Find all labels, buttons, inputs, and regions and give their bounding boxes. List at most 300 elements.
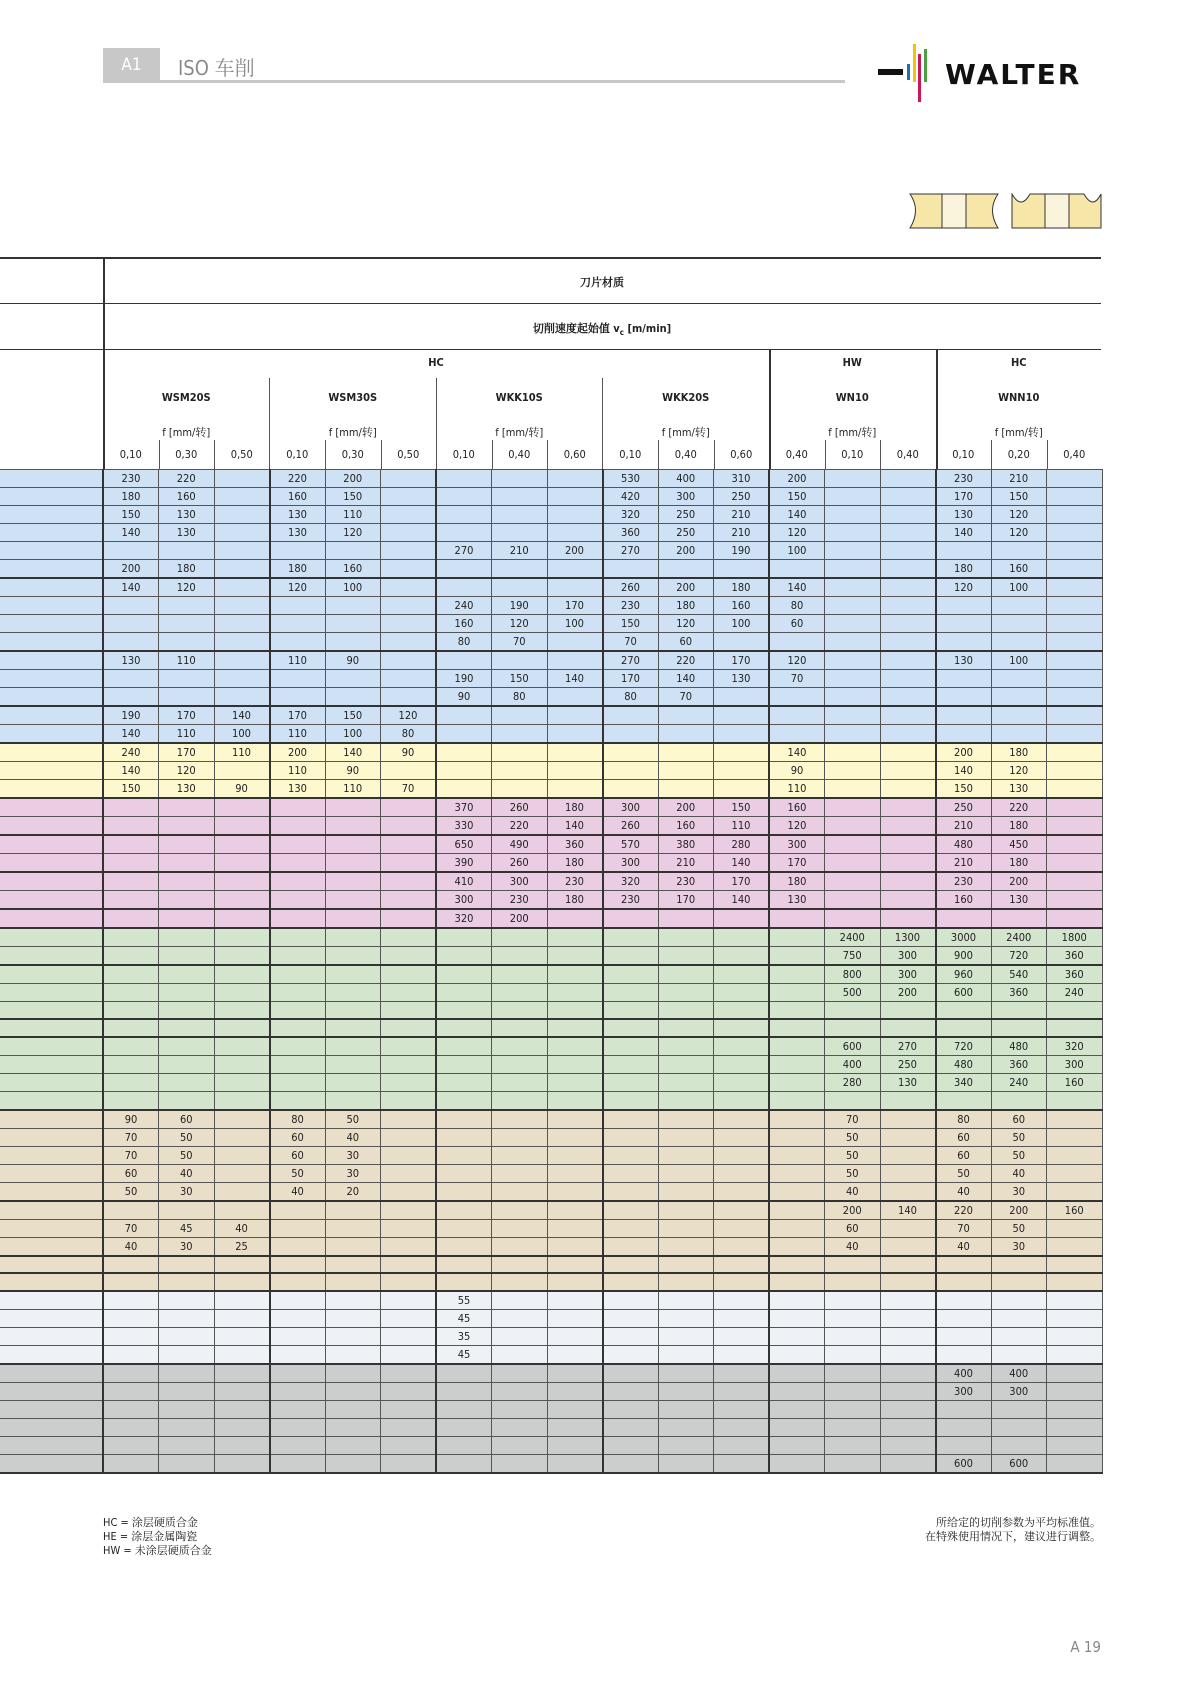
speed-cell bbox=[658, 1383, 714, 1401]
speed-cell bbox=[214, 1328, 270, 1346]
speed-cell bbox=[214, 1291, 270, 1310]
speed-cell bbox=[769, 1182, 825, 1201]
speed-cell: 50 bbox=[825, 1146, 881, 1164]
speed-cell bbox=[547, 1056, 603, 1074]
speed-cell bbox=[769, 1056, 825, 1074]
feed-value: 0,10 bbox=[841, 448, 864, 461]
speed-cell bbox=[103, 670, 159, 688]
speed-cell bbox=[769, 1219, 825, 1237]
rule bbox=[825, 440, 826, 469]
speed-cell bbox=[159, 1273, 215, 1291]
feed-label: f [mm/转] bbox=[828, 426, 877, 439]
speed-cell bbox=[991, 706, 1047, 725]
speed-cell bbox=[159, 597, 215, 615]
speed-cell: 480 bbox=[936, 1056, 992, 1074]
material-group-label: HC bbox=[1010, 356, 1027, 369]
speed-cell bbox=[214, 1002, 270, 1020]
speed-cell bbox=[603, 780, 659, 799]
speed-cell: 300 bbox=[880, 947, 936, 966]
speed-cell: 170 bbox=[603, 670, 659, 688]
speed-cell bbox=[603, 1401, 659, 1419]
table-title-material: 刀片材质 bbox=[580, 276, 624, 289]
speed-cell bbox=[270, 928, 326, 947]
speed-cell: 360 bbox=[991, 1056, 1047, 1074]
speed-cell: 180 bbox=[991, 817, 1047, 836]
row-label-cell bbox=[0, 542, 103, 560]
speed-cell: 200 bbox=[769, 470, 825, 488]
speed-cell bbox=[547, 1273, 603, 1291]
speed-cell bbox=[547, 965, 603, 984]
speed-cell: 160 bbox=[936, 891, 992, 910]
table-row bbox=[0, 1436, 1102, 1454]
speed-cell bbox=[325, 1383, 381, 1401]
speed-cell: 130 bbox=[936, 506, 992, 524]
speed-cell: 60 bbox=[936, 1146, 992, 1164]
table-row bbox=[0, 1219, 1102, 1237]
speed-cell: 120 bbox=[159, 578, 215, 597]
speed-cell bbox=[769, 1273, 825, 1291]
speed-cell: 280 bbox=[825, 1074, 881, 1092]
speed-cell: 240 bbox=[436, 597, 492, 615]
speed-cell: 420 bbox=[603, 488, 659, 506]
speed-cell bbox=[825, 688, 881, 707]
speed-cell bbox=[492, 1273, 548, 1291]
grade-name: WSM20S bbox=[161, 391, 211, 404]
speed-cell bbox=[270, 891, 326, 910]
speed-cell bbox=[769, 1401, 825, 1419]
speed-cell bbox=[658, 1074, 714, 1092]
speed-cell bbox=[825, 1419, 881, 1437]
speed-cell: 320 bbox=[603, 872, 659, 891]
speed-cell bbox=[436, 762, 492, 780]
speed-cell: 300 bbox=[880, 965, 936, 984]
speed-cell bbox=[880, 854, 936, 873]
speed-cell bbox=[880, 597, 936, 615]
speed-cell bbox=[880, 470, 936, 488]
feed-value: 0,10 bbox=[952, 448, 975, 461]
material-group-label: HW bbox=[842, 356, 862, 369]
speed-cell bbox=[381, 1219, 437, 1237]
speed-cell: 210 bbox=[936, 854, 992, 873]
speed-cell: 720 bbox=[991, 947, 1047, 966]
row-label-cell bbox=[0, 743, 103, 762]
speed-cell: 150 bbox=[603, 615, 659, 633]
speed-cell: 30 bbox=[325, 1164, 381, 1182]
speed-cell bbox=[547, 1436, 603, 1454]
speed-cell bbox=[547, 1074, 603, 1092]
speed-cell: 320 bbox=[603, 506, 659, 524]
speed-cell: 360 bbox=[547, 835, 603, 854]
speed-cell: 2400 bbox=[825, 928, 881, 947]
row-label-cell bbox=[0, 1436, 103, 1454]
speed-cell bbox=[436, 1219, 492, 1237]
speed-cell: 480 bbox=[991, 1037, 1047, 1056]
speed-cell bbox=[603, 1273, 659, 1291]
speed-cell bbox=[880, 1164, 936, 1182]
rule bbox=[658, 440, 659, 469]
speed-cell bbox=[714, 560, 770, 579]
feed-value: 0,40 bbox=[1063, 448, 1086, 461]
speed-cell bbox=[714, 762, 770, 780]
speed-cell: 70 bbox=[103, 1219, 159, 1237]
speed-cell bbox=[381, 1201, 437, 1220]
speed-cell bbox=[769, 965, 825, 984]
speed-cell bbox=[325, 1219, 381, 1237]
speed-cell bbox=[436, 1002, 492, 1020]
speed-cell bbox=[325, 1364, 381, 1383]
speed-cell bbox=[658, 965, 714, 984]
speed-cell bbox=[658, 1128, 714, 1146]
row-label-cell bbox=[0, 1110, 103, 1129]
speed-cell bbox=[325, 1056, 381, 1074]
speed-cell bbox=[381, 1436, 437, 1454]
speed-cell bbox=[214, 1383, 270, 1401]
speed-cell: 480 bbox=[936, 835, 992, 854]
speed-unit: [m/min] bbox=[624, 322, 672, 335]
speed-cell: 60 bbox=[769, 615, 825, 633]
speed-cell: 330 bbox=[436, 817, 492, 836]
speed-cell: 1800 bbox=[1047, 928, 1103, 947]
speed-cell: 160 bbox=[159, 488, 215, 506]
speed-cell bbox=[1047, 1237, 1103, 1256]
speed-cell bbox=[159, 891, 215, 910]
speed-cell bbox=[103, 1454, 159, 1473]
speed-cell: 180 bbox=[769, 872, 825, 891]
speed-cell bbox=[436, 1128, 492, 1146]
speed-cell bbox=[658, 1401, 714, 1419]
speed-cell bbox=[714, 1328, 770, 1346]
speed-cell bbox=[436, 725, 492, 744]
speed-cell bbox=[381, 670, 437, 688]
speed-cell bbox=[769, 947, 825, 966]
speed-cell bbox=[325, 928, 381, 947]
speed-cell bbox=[547, 1110, 603, 1129]
speed-cell bbox=[381, 524, 437, 542]
speed-cell bbox=[825, 1310, 881, 1328]
speed-cell bbox=[214, 1146, 270, 1164]
speed-cell bbox=[714, 928, 770, 947]
rule bbox=[159, 440, 160, 469]
speed-cell bbox=[103, 872, 159, 891]
speed-cell bbox=[936, 1092, 992, 1110]
row-label-cell bbox=[0, 1383, 103, 1401]
speed-cell: 230 bbox=[492, 891, 548, 910]
speed-cell bbox=[825, 817, 881, 836]
rule bbox=[991, 440, 992, 469]
speed-cell bbox=[1047, 1182, 1103, 1201]
speed-cell bbox=[214, 1346, 270, 1365]
speed-cell: 120 bbox=[658, 615, 714, 633]
speed-cell bbox=[436, 743, 492, 762]
speed-cell bbox=[325, 1256, 381, 1274]
speed-cell bbox=[825, 1454, 881, 1473]
grade-name: WN10 bbox=[835, 391, 869, 404]
legend bbox=[103, 1516, 212, 1558]
speed-cell bbox=[547, 1419, 603, 1437]
speed-cell bbox=[1047, 633, 1103, 652]
speed-cell bbox=[603, 706, 659, 725]
speed-cell: 130 bbox=[936, 651, 992, 670]
speed-cell bbox=[325, 1092, 381, 1110]
speed-cell bbox=[103, 854, 159, 873]
row-label-cell bbox=[0, 670, 103, 688]
speed-cell bbox=[325, 854, 381, 873]
speed-cell bbox=[214, 1310, 270, 1328]
speed-cell bbox=[769, 706, 825, 725]
speed-cell bbox=[603, 1436, 659, 1454]
speed-cell bbox=[103, 1364, 159, 1383]
speed-cell bbox=[214, 872, 270, 891]
speed-cell bbox=[547, 1256, 603, 1274]
speed-cell bbox=[436, 1092, 492, 1110]
speed-cell bbox=[547, 947, 603, 966]
speed-cell bbox=[381, 1128, 437, 1146]
speed-cell bbox=[991, 1019, 1047, 1037]
speed-cell: 100 bbox=[325, 725, 381, 744]
speed-cell bbox=[880, 1273, 936, 1291]
speed-cell bbox=[1047, 891, 1103, 910]
speed-cell: 190 bbox=[492, 597, 548, 615]
speed-cell bbox=[936, 1328, 992, 1346]
speed-cell: 140 bbox=[325, 743, 381, 762]
speed-cell bbox=[214, 633, 270, 652]
speed-cell bbox=[936, 633, 992, 652]
speed-cell: 750 bbox=[825, 947, 881, 966]
speed-cell bbox=[769, 1237, 825, 1256]
speed-cell bbox=[270, 1454, 326, 1473]
grade-name: WSM30S bbox=[328, 391, 378, 404]
row-label-cell bbox=[0, 780, 103, 799]
speed-cell: 570 bbox=[603, 835, 659, 854]
speed-cell bbox=[492, 1454, 548, 1473]
speed-cell: 960 bbox=[936, 965, 992, 984]
speed-cell bbox=[658, 984, 714, 1002]
speed-cell bbox=[103, 1436, 159, 1454]
speed-cell bbox=[214, 854, 270, 873]
speed-cell bbox=[547, 1201, 603, 1220]
speed-cell bbox=[492, 1256, 548, 1274]
legend-hc: HC = 涂层硬质合金 bbox=[103, 1516, 198, 1529]
table-row bbox=[0, 1310, 1102, 1328]
speed-cell bbox=[714, 1346, 770, 1365]
speed-cell bbox=[936, 1346, 992, 1365]
speed-cell: 120 bbox=[991, 762, 1047, 780]
speed-cell bbox=[603, 743, 659, 762]
speed-cell bbox=[880, 872, 936, 891]
speed-cell bbox=[769, 1201, 825, 1220]
table-row bbox=[0, 1182, 1102, 1201]
speed-cell bbox=[325, 1019, 381, 1037]
speed-cell bbox=[270, 1419, 326, 1437]
speed-cell bbox=[381, 1110, 437, 1129]
speed-cell bbox=[381, 909, 437, 928]
speed-cell bbox=[381, 1364, 437, 1383]
speed-cell: 300 bbox=[658, 488, 714, 506]
speed-cell bbox=[658, 1164, 714, 1182]
speed-cell bbox=[936, 688, 992, 707]
feed-value: 0,30 bbox=[175, 448, 198, 461]
speed-cell: 120 bbox=[769, 817, 825, 836]
speed-cell bbox=[436, 1164, 492, 1182]
speed-cell: 380 bbox=[658, 835, 714, 854]
row-label-cell bbox=[0, 688, 103, 707]
speed-cell: 130 bbox=[103, 651, 159, 670]
speed-cell: 40 bbox=[103, 1237, 159, 1256]
speed-cell bbox=[714, 984, 770, 1002]
speed-cell bbox=[991, 1291, 1047, 1310]
speed-cell bbox=[103, 947, 159, 966]
speed-cell: 260 bbox=[492, 854, 548, 873]
speed-cell bbox=[381, 872, 437, 891]
speed-cell bbox=[159, 1310, 215, 1328]
speed-cell bbox=[214, 1364, 270, 1383]
speed-cell bbox=[880, 1419, 936, 1437]
speed-cell bbox=[214, 578, 270, 597]
speed-cell bbox=[492, 560, 548, 579]
speed-cell: 220 bbox=[658, 651, 714, 670]
row-label-cell bbox=[0, 578, 103, 597]
speed-cell bbox=[270, 670, 326, 688]
speed-cell bbox=[547, 578, 603, 597]
speed-cell: 310 bbox=[714, 470, 770, 488]
speed-cell bbox=[769, 1037, 825, 1056]
speed-cell bbox=[381, 1328, 437, 1346]
speed-cell bbox=[1047, 542, 1103, 560]
speed-cell bbox=[991, 725, 1047, 744]
speed-cell: 600 bbox=[991, 1454, 1047, 1473]
speed-cell: 720 bbox=[936, 1037, 992, 1056]
speed-cell bbox=[547, 1454, 603, 1473]
row-label-cell bbox=[0, 1019, 103, 1037]
speed-cell bbox=[103, 1092, 159, 1110]
table-row bbox=[0, 909, 1102, 928]
speed-cell bbox=[270, 1074, 326, 1092]
speed-cell: 200 bbox=[936, 743, 992, 762]
speed-cell bbox=[325, 1346, 381, 1365]
speed-cell: 250 bbox=[658, 506, 714, 524]
row-label-cell bbox=[0, 965, 103, 984]
speed-cell bbox=[1047, 1291, 1103, 1310]
speed-cell bbox=[825, 743, 881, 762]
speed-cell: 180 bbox=[270, 560, 326, 579]
feed-value: 0,40 bbox=[674, 448, 697, 461]
speed-cell bbox=[214, 1273, 270, 1291]
speed-cell bbox=[991, 633, 1047, 652]
speed-cell bbox=[714, 1146, 770, 1164]
rule bbox=[214, 440, 215, 469]
speed-cell bbox=[880, 1182, 936, 1201]
speed-cell bbox=[270, 1201, 326, 1220]
speed-cell: 1300 bbox=[880, 928, 936, 947]
speed-cell bbox=[492, 928, 548, 947]
speed-cell bbox=[325, 1037, 381, 1056]
speed-cell: 160 bbox=[658, 817, 714, 836]
speed-cell bbox=[603, 1037, 659, 1056]
row-label-cell bbox=[0, 798, 103, 817]
table-row bbox=[0, 1037, 1102, 1056]
speed-cell bbox=[714, 1019, 770, 1037]
speed-cell bbox=[603, 1291, 659, 1310]
speed-cell bbox=[436, 965, 492, 984]
speed-cell bbox=[325, 1201, 381, 1220]
row-label-cell bbox=[0, 762, 103, 780]
speed-cell bbox=[658, 947, 714, 966]
speed-cell bbox=[436, 1110, 492, 1129]
speed-cell: 70 bbox=[103, 1128, 159, 1146]
speed-cell bbox=[492, 762, 548, 780]
speed-cell bbox=[603, 1237, 659, 1256]
speed-cell: 130 bbox=[769, 891, 825, 910]
speed-cell: 80 bbox=[769, 597, 825, 615]
speed-cell: 200 bbox=[270, 743, 326, 762]
speed-cell: 270 bbox=[603, 651, 659, 670]
row-label-cell bbox=[0, 1092, 103, 1110]
speed-cell bbox=[325, 1237, 381, 1256]
row-label-cell bbox=[0, 725, 103, 744]
speed-cell bbox=[880, 524, 936, 542]
speed-cell: 180 bbox=[159, 560, 215, 579]
speed-cell: 50 bbox=[991, 1146, 1047, 1164]
speed-cell: 800 bbox=[825, 965, 881, 984]
speed-cell bbox=[769, 1074, 825, 1092]
speed-cell: 90 bbox=[214, 780, 270, 799]
table-row bbox=[0, 1419, 1102, 1437]
speed-cell bbox=[658, 1237, 714, 1256]
speed-cell: 60 bbox=[103, 1164, 159, 1182]
speed-cell bbox=[880, 725, 936, 744]
speed-cell bbox=[381, 578, 437, 597]
speed-cell bbox=[714, 1110, 770, 1129]
speed-cell bbox=[1047, 1436, 1103, 1454]
table-row bbox=[0, 1164, 1102, 1182]
speed-cell bbox=[769, 909, 825, 928]
speed-cell bbox=[1047, 1128, 1103, 1146]
speed-cell bbox=[714, 1273, 770, 1291]
speed-cell bbox=[159, 1401, 215, 1419]
speed-cell: 120 bbox=[270, 578, 326, 597]
speed-cell bbox=[492, 524, 548, 542]
speed-cell: 100 bbox=[769, 542, 825, 560]
feed-label: f [mm/转] bbox=[495, 426, 544, 439]
speed-cell bbox=[1047, 470, 1103, 488]
speed-cell: 90 bbox=[325, 651, 381, 670]
speed-cell bbox=[214, 1074, 270, 1092]
speed-cell: 80 bbox=[936, 1110, 992, 1129]
speed-cell: 900 bbox=[936, 947, 992, 966]
speed-cell: 160 bbox=[436, 615, 492, 633]
speed-cell bbox=[658, 1256, 714, 1274]
table-row bbox=[0, 706, 1102, 725]
table-row bbox=[0, 1002, 1102, 1020]
speed-cell: 160 bbox=[1047, 1201, 1103, 1220]
speed-cell: 140 bbox=[547, 817, 603, 836]
speed-cell bbox=[325, 1273, 381, 1291]
speed-cell bbox=[214, 670, 270, 688]
speed-cell bbox=[880, 762, 936, 780]
speed-cell bbox=[270, 615, 326, 633]
row-label-cell bbox=[0, 928, 103, 947]
table-row bbox=[0, 798, 1102, 817]
speed-cell bbox=[769, 688, 825, 707]
speed-cell bbox=[936, 542, 992, 560]
row-label-cell bbox=[0, 835, 103, 854]
speed-cell bbox=[492, 578, 548, 597]
speed-cell: 140 bbox=[714, 854, 770, 873]
speed-cell bbox=[1047, 1346, 1103, 1365]
table-row bbox=[0, 651, 1102, 670]
feed-value: 0,10 bbox=[286, 448, 309, 461]
table-row bbox=[0, 1201, 1102, 1220]
